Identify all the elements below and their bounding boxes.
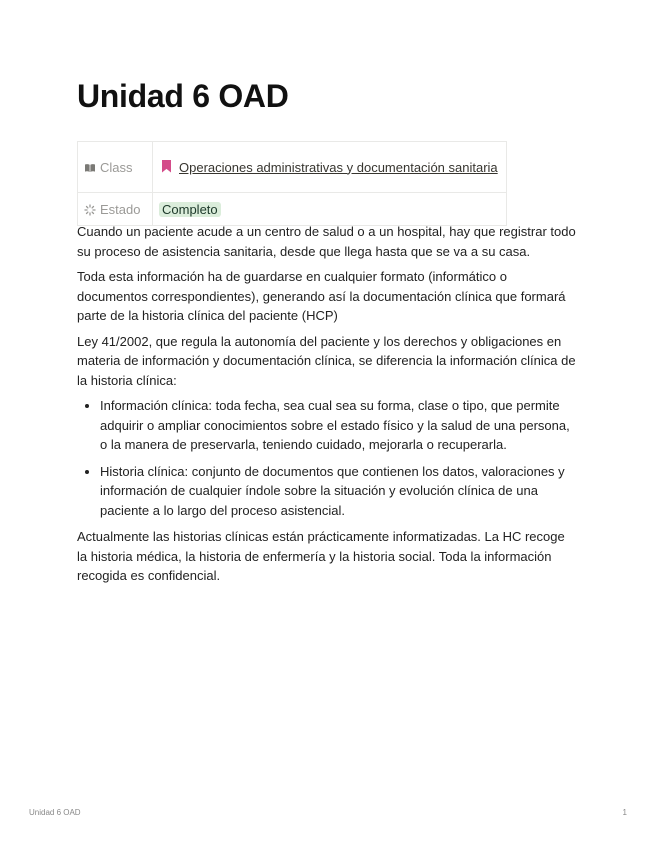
status-spinner-icon <box>84 204 96 216</box>
property-key-estado <box>78 193 153 226</box>
property-key-class-label: Class <box>100 159 133 175</box>
paragraph-1: Cuando un paciente acude a un centro de salud o a un hospital, hay que registrar todo su proceso de asistencia sanitaria, desde que llega hasta que se va a su casa. <box>77 224 576 259</box>
status-tag[interactable]: Completo <box>159 202 221 217</box>
paragraph-3: Ley 41/2002, que regula la autonomía del paciente y los derechos y obligaciones en materia de información y documentación clínica, se diferencia la información clínica de la historia clínica: <box>77 333 576 388</box>
property-row-estado <box>78 193 507 226</box>
bookmark-icon <box>162 160 171 173</box>
bullet-item-historia-clinica: • Historia clínica: conjunto de documentos que contienen los datos, valoraciones y información de cualquier índole sobre la situación y evolución clínica de una paciente a lo largo del proceso asistencial. <box>100 462 577 521</box>
property-row-class <box>78 142 507 193</box>
book-icon <box>84 163 96 173</box>
bullet-item-informacion-clinica: • Información clínica: toda fecha, sea cual sea su forma, clase o tipo, que permite adquirir o ampliar conocimientos sobre el estado físico y la salud de una persona, o la manera de preservarla, teniendo cuidado, mejorarla o recuperarla. <box>100 396 577 455</box>
property-value-class <box>153 142 507 193</box>
page-number: 1 <box>622 808 627 817</box>
properties-table <box>77 141 507 226</box>
class-link[interactable]: Operaciones administrativas y documentación sanitaria <box>179 159 498 175</box>
property-value-estado <box>153 193 507 226</box>
paragraph-4: Actualmente las historias clínicas están prácticamente informatizadas. La HC recoge la historia médica, la historia de enfermería y la historia social. Toda la información recogida es confidencial. <box>77 529 565 583</box>
property-key-class <box>78 142 153 193</box>
body-content <box>77 222 577 592</box>
page-title: Unidad 6 OAD <box>77 78 289 114</box>
paragraph-2: Toda esta información ha de guardarse en cualquier formato (informático o documentos correspondientes), generando así la documentación clínica que formará parte de la historia clínica del paciente (HCP) <box>77 269 566 323</box>
footer-title: Unidad 6 OAD <box>29 808 81 817</box>
property-key-estado-label: Estado <box>100 201 141 217</box>
bullet-list <box>77 396 577 520</box>
